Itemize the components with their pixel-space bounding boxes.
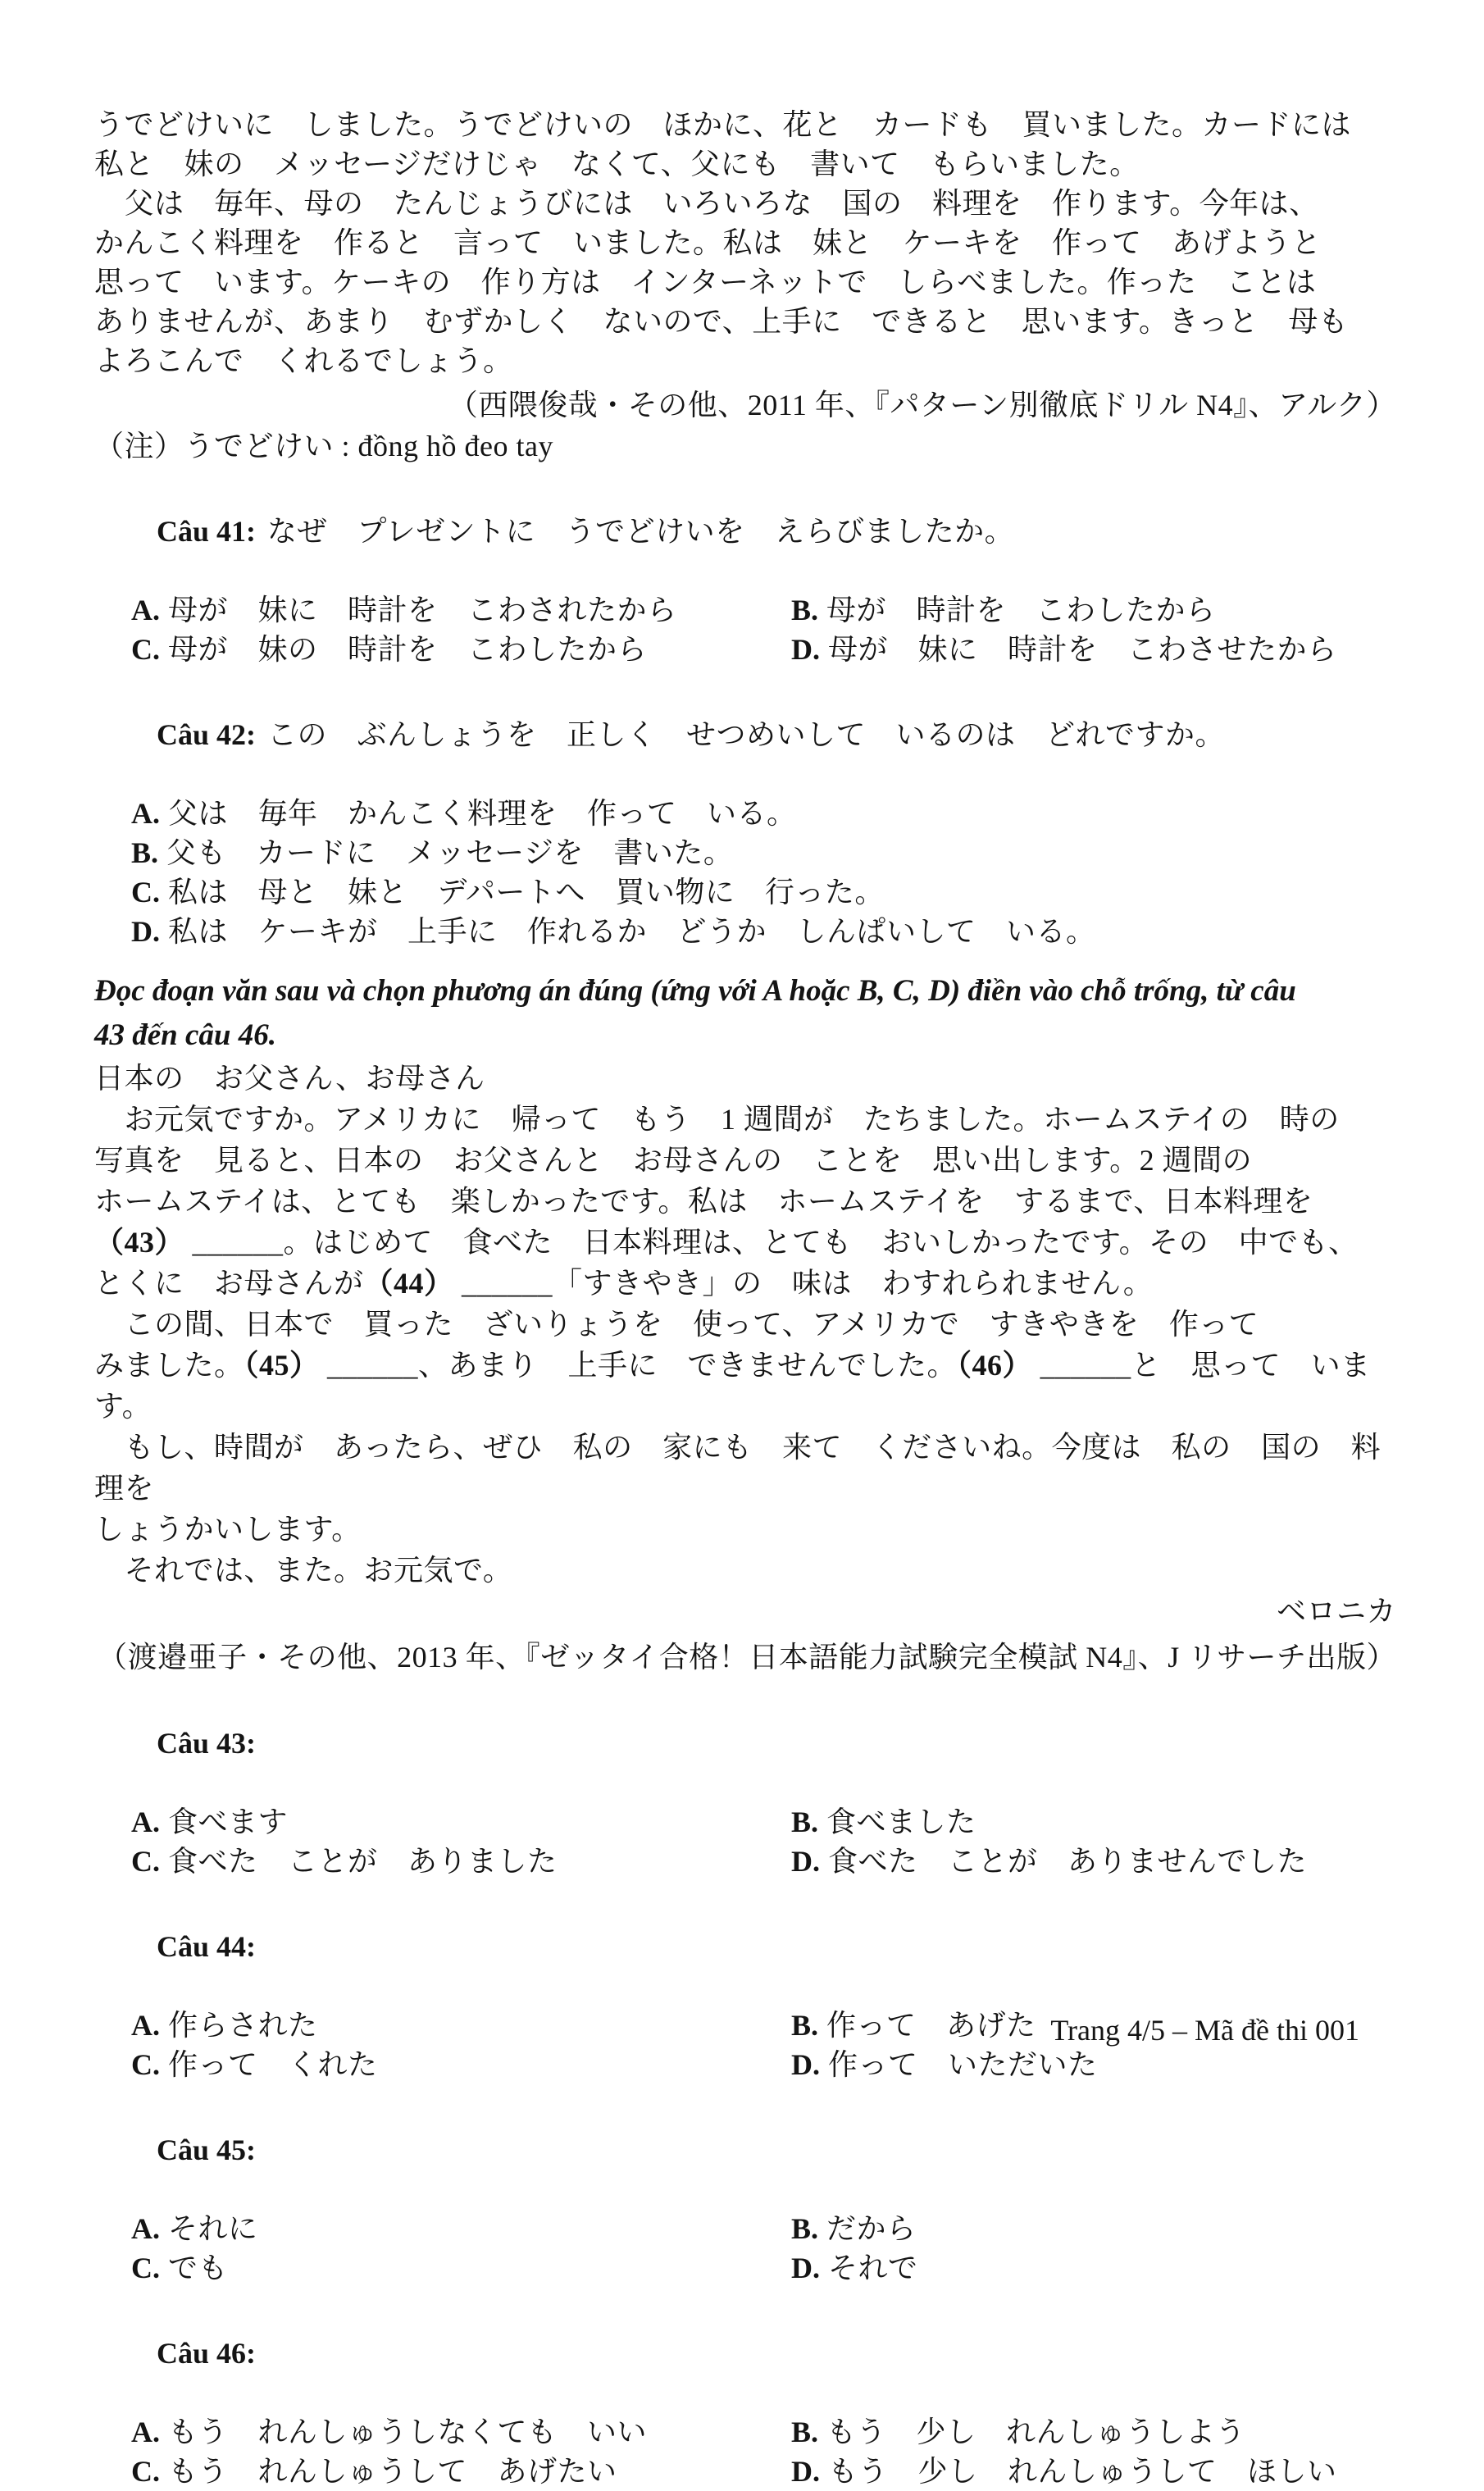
passage-2-line-text: ______、あまり 上手に できませんでした。	[319, 1349, 958, 1382]
passage-1-line: ありませんが、あまり むずかしく ないので、上手に できると 思います。きっと 母も	[94, 305, 1349, 338]
passage-2-line: この間、日本で 買った ざいりょうを 使って、アメリカで すきやきを 作って	[94, 1308, 1259, 1341]
option-42-d	[131, 912, 1396, 951]
question-42-head	[94, 676, 1396, 794]
blank-number-46: （46）	[957, 1349, 1033, 1382]
question-41-options-row-1	[94, 590, 1396, 630]
blank-number-44: （44）	[363, 1267, 454, 1300]
option-46-a-text: もう れんしゅうしなくても いい	[168, 2416, 648, 2448]
option-41-b-letter: B.	[791, 594, 819, 626]
option-41-b-text: 母が 時計を こわしたから	[826, 594, 1216, 626]
option-44-d-text: 作って いただいた	[828, 2048, 1098, 2081]
option-43-a-letter: A.	[131, 1806, 160, 1838]
option-42-a-letter: A.	[131, 797, 160, 830]
option-45-a-letter: A.	[131, 2212, 160, 2245]
question-43-head	[94, 1684, 1396, 1802]
option-45-d	[791, 2248, 1396, 2288]
question-43	[94, 1684, 1396, 1881]
option-43-c-letter: C.	[131, 1845, 160, 1878]
option-46-a	[131, 2412, 791, 2452]
question-46-options-row-1	[94, 2412, 1396, 2452]
question-44-options-row-2	[94, 2045, 1396, 2084]
question-45-label: Câu 45:	[157, 2134, 257, 2166]
passage-2-signature: ベロニカ	[1276, 1595, 1396, 1628]
passage-1-citation: （西隈俊哉・その他、2011 年、『パターン別徹底ドリル N4』、アルク）	[448, 389, 1396, 421]
passage-2-line-blank-43	[94, 1222, 1396, 1263]
question-46	[94, 2294, 1396, 2491]
option-42-b-letter: B.	[131, 836, 159, 869]
option-44-d-letter: D.	[791, 2048, 820, 2081]
passage-1-line: 思って います。ケーキの 作り方は インターネットで しらべました。作った ことは	[94, 266, 1317, 298]
option-43-d-text: 食べた ことが ありませんでした	[828, 1845, 1308, 1878]
question-42-text: この ぶんしょうを 正しく せつめいして いるのは どれですか。	[267, 718, 1226, 751]
question-46-options-row-2	[94, 2452, 1396, 2491]
question-44-label: Câu 44:	[157, 1930, 257, 1963]
passage-2-line: それでは、また。お元気で。	[94, 1554, 513, 1587]
instruction-line-2: 43 đến câu 46.	[94, 1018, 276, 1052]
question-45	[94, 2091, 1396, 2288]
option-42-a	[131, 794, 1396, 833]
question-46-head	[94, 2294, 1396, 2412]
passage-2-line-text: ______「すきやき」の 味は わすれられません。	[453, 1267, 1154, 1300]
passage-2-line-blank-44	[94, 1263, 1396, 1304]
option-41-c	[131, 630, 791, 669]
question-42-label: Câu 42:	[157, 718, 257, 751]
option-45-d-text: それで	[828, 2252, 918, 2284]
passage-2-line-text: ______と 思って います。	[94, 1349, 1371, 1423]
option-43-a-text: 食べます	[168, 1806, 289, 1838]
option-42-d-text: 私は ケーキが 上手に 作れるか どうか しんぱいして いる。	[168, 915, 1096, 948]
question-42	[94, 676, 1396, 951]
question-43-label: Câu 43:	[157, 1727, 257, 1760]
blank-number-43: （43）	[94, 1226, 185, 1259]
question-41	[94, 472, 1396, 669]
question-46-label: Câu 46:	[157, 2337, 257, 2370]
option-41-d	[791, 630, 1396, 669]
passage-2-line-blanks-45-46	[94, 1345, 1396, 1427]
question-45-head	[94, 2091, 1396, 2209]
question-45-options-row-1	[94, 2209, 1396, 2248]
passage-1-line: うでどけいに しました。うでどけいの ほかに、花と カードも 買いました。カードには	[94, 108, 1352, 141]
option-44-a-text: 作らされた	[168, 2009, 318, 2042]
passage-2-salutation: 日本の お父さん、お母さん	[94, 1062, 485, 1095]
option-44-c-text: 作って くれた	[168, 2048, 378, 2081]
option-46-b	[791, 2412, 1396, 2452]
option-46-d-text: もう 少し れんしゅうして ほしい	[828, 2455, 1337, 2488]
option-44-a-letter: A.	[131, 2009, 160, 2042]
option-44-b-letter: B.	[791, 2009, 819, 2042]
option-44-a	[131, 2006, 791, 2045]
passage-1-note: （注）うでどけい : đồng hồ đeo tay	[94, 430, 553, 462]
option-42-b-text: 父も カードに メッセージを 書いた。	[166, 836, 734, 869]
option-46-c-letter: C.	[131, 2455, 160, 2488]
option-41-c-text: 母が 妹の 時計を こわしたから	[168, 633, 648, 666]
question-41-options-row-2	[94, 630, 1396, 669]
option-46-a-letter: A.	[131, 2416, 160, 2448]
passage-2-line: しょうかいします。	[94, 1513, 362, 1546]
passage-2	[94, 1058, 1396, 1678]
option-41-c-letter: C.	[131, 633, 160, 666]
question-45-options-row-2	[94, 2248, 1396, 2288]
option-41-a-text: 母が 妹に 時計を こわされたから	[168, 594, 677, 626]
option-43-a	[131, 1802, 791, 1842]
option-46-d	[791, 2452, 1396, 2491]
passage-2-line: ホームステイは、とても 楽しかったです。私は ホームステイを するまで、日本料理を	[94, 1185, 1313, 1218]
option-45-d-letter: D.	[791, 2252, 820, 2284]
question-41-head	[94, 472, 1396, 590]
option-41-b	[791, 590, 1396, 630]
question-43-options-row-1	[94, 1802, 1396, 1842]
blank-number-45: （45）	[244, 1349, 320, 1382]
option-43-c-text: 食べた ことが ありました	[168, 1845, 558, 1878]
passage-1-line: よろこんで くれるでしょう。	[94, 344, 513, 377]
page-footer: Trang 4/5 – Mã đề thi 001	[1050, 2014, 1359, 2047]
option-43-b-text: 食べました	[826, 1806, 976, 1838]
option-42-a-text: 父は 毎年 かんこく料理を 作って いる。	[168, 797, 797, 830]
passage-1-line: かんこく料理を 作ると 言って いました。私は 妹と ケーキを 作って あげようと	[94, 226, 1322, 259]
question-41-text: なぜ プレゼントに うでどけいを えらびましたか。	[267, 515, 1015, 548]
option-46-c-text: もう れんしゅうして あげたい	[168, 2455, 617, 2488]
option-45-a-text: それに	[168, 2212, 258, 2245]
passage-2-line-text: みました。	[94, 1349, 244, 1382]
passage-2-line: 写真を 見ると、日本の お父さんと お母さんの ことを 思い出します。2 週間の	[94, 1144, 1253, 1177]
option-46-b-letter: B.	[791, 2416, 819, 2448]
option-43-b	[791, 1802, 1396, 1842]
passage-2-citation: （渡邉亜子・その他、2013 年、『ゼッタイ合格！日本語能力試験完全模試 N4』、J リサーチ出版）	[98, 1641, 1396, 1674]
option-46-c	[131, 2452, 791, 2491]
passage-1-line: 父は 毎年、母の たんじょうびには いろいろな 国の 料理を 作ります。今年は、	[94, 187, 1319, 220]
option-45-b-letter: B.	[791, 2212, 819, 2245]
question-44-head	[94, 1888, 1396, 2006]
option-42-b	[131, 833, 1396, 872]
option-44-c-letter: C.	[131, 2048, 160, 2081]
option-43-d-letter: D.	[791, 1845, 820, 1878]
option-45-c-text: でも	[168, 2252, 229, 2284]
passage-2-line-text: とくに お母さんが	[94, 1267, 364, 1300]
option-42-c-letter: C.	[131, 876, 160, 909]
option-43-c	[131, 1842, 791, 1881]
option-42-c	[131, 872, 1396, 912]
option-46-b-text: もう 少し れんしゅうしよう	[826, 2416, 1246, 2448]
option-45-a	[131, 2209, 791, 2248]
option-43-b-letter: B.	[791, 1806, 819, 1838]
option-45-b-text: だから	[826, 2212, 917, 2245]
option-43-d	[791, 1842, 1396, 1881]
option-41-d-letter: D.	[791, 633, 820, 666]
passage-1-line: 私と 妹の メッセージだけじゃ なくて、父にも 書いて もらいました。	[94, 148, 1140, 180]
option-45-b	[791, 2209, 1396, 2248]
question-43-options-row-2	[94, 1842, 1396, 1881]
option-44-d	[791, 2045, 1396, 2084]
option-41-a-letter: A.	[131, 594, 160, 626]
instruction-line-1: Đọc đoạn văn sau và chọn phương án đúng (ứng với A hoặc B, C, D) điền vào chỗ trống, từ câu	[94, 974, 1296, 1008]
option-46-d-letter: D.	[791, 2455, 820, 2488]
passage-2-line: お元気ですか。アメリカに 帰って もう 1 週間が たちました。ホームステイの 時の	[94, 1103, 1340, 1136]
option-45-c-letter: C.	[131, 2252, 160, 2284]
option-45-c	[131, 2248, 791, 2288]
option-41-d-text: 母が 妹に 時計を こわさせたから	[828, 633, 1337, 666]
question-44	[94, 1888, 1396, 2084]
option-41-a	[131, 590, 791, 630]
question-41-label: Câu 41:	[157, 515, 257, 548]
passage-2-line: もし、時間が あったら、ぜひ 私の 家にも 来て くださいね。今度は 私の 国の 料理を	[94, 1431, 1382, 1505]
option-42-d-letter: D.	[131, 915, 160, 948]
page-content	[94, 105, 1396, 2491]
option-42-c-text: 私は 母と 妹と デパートへ 買い物に 行った。	[168, 876, 885, 909]
option-44-b-text: 作って あげた	[826, 2009, 1036, 2042]
section-instruction	[94, 969, 1396, 1058]
passage-1	[94, 105, 1396, 466]
passage-2-line-text: ______。はじめて 食べた 日本料理は、とても おいしかったです。その 中でも、	[184, 1226, 1359, 1259]
option-44-c	[131, 2045, 791, 2084]
